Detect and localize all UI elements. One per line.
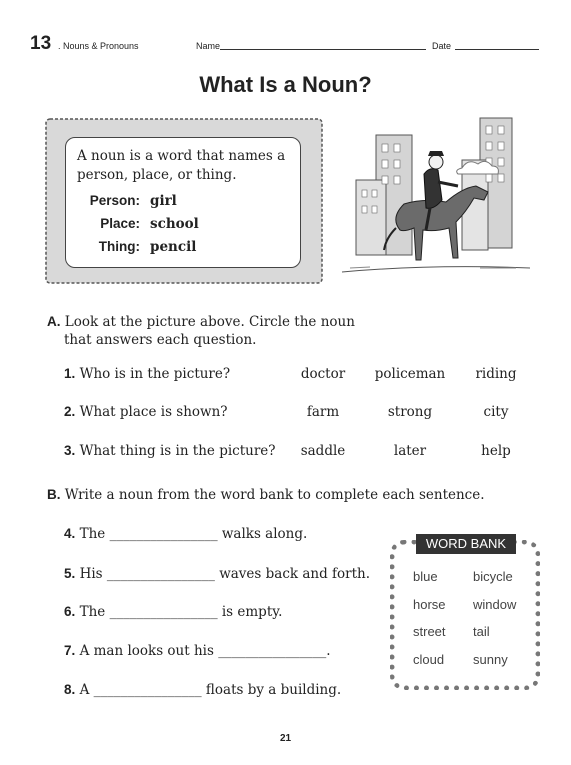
sentence-number: 7. bbox=[64, 643, 76, 658]
answer-blank[interactable]: ________________ bbox=[93, 682, 202, 698]
topic-label: . Nouns & Pronouns bbox=[58, 41, 139, 51]
option-riding[interactable]: riding bbox=[475, 366, 517, 382]
lesson-number: 13 bbox=[30, 33, 52, 54]
date-label: Date bbox=[432, 41, 452, 51]
name-label: Name bbox=[196, 41, 221, 51]
question-3 bbox=[64, 443, 276, 459]
question-text: What thing is in the picture? bbox=[79, 443, 276, 459]
word-bank-word: blue bbox=[413, 569, 438, 584]
definition-text: A noun is a word that names a person, place, or thing. bbox=[77, 148, 286, 183]
sentence-number: 8. bbox=[64, 682, 76, 697]
example-label: Place: bbox=[100, 216, 140, 231]
sentence-number: 4. bbox=[64, 526, 76, 541]
option-policeman[interactable]: policeman bbox=[374, 366, 446, 382]
section-b-instruction bbox=[47, 487, 485, 503]
word-bank-word: street bbox=[413, 624, 446, 639]
policeman-horse-illustration bbox=[340, 110, 530, 280]
word-bank-word: tail bbox=[473, 624, 490, 639]
sentence-before: A man looks out his bbox=[79, 643, 214, 659]
option-saddle[interactable]: saddle bbox=[300, 443, 346, 459]
answer-blank[interactable]: ________________ bbox=[109, 526, 218, 542]
sentence-after: walks along. bbox=[221, 526, 308, 542]
sentence-before: The bbox=[79, 526, 106, 542]
page-number: 21 bbox=[279, 733, 292, 744]
sentence-after: . bbox=[326, 643, 331, 659]
word-bank-word: bicycle bbox=[473, 569, 513, 584]
section-b-text: Write a noun from the word bank to complete each sentence. bbox=[64, 487, 485, 503]
example-label: Thing: bbox=[98, 239, 140, 254]
example-value: pencil bbox=[150, 239, 197, 255]
page-title: What Is a Noun? bbox=[199, 72, 372, 97]
sentence-7 bbox=[64, 643, 330, 659]
section-a-line1: Look at the picture above. Circle the noun bbox=[64, 314, 355, 330]
sentence-5 bbox=[64, 566, 370, 582]
section-a-letter: A. bbox=[47, 314, 61, 329]
sentence-after: waves back and forth. bbox=[219, 566, 371, 582]
option-strong[interactable]: strong bbox=[387, 404, 433, 420]
sentence-number: 5. bbox=[64, 566, 76, 581]
sentence-6 bbox=[64, 604, 282, 620]
example-label: Person: bbox=[89, 193, 140, 208]
section-a-instruction-line2: that answers each question. bbox=[64, 332, 257, 348]
option-farm[interactable]: farm bbox=[306, 404, 340, 420]
question-number: 2. bbox=[64, 404, 76, 419]
sentence-before: A bbox=[79, 682, 90, 698]
sentence-after: is empty. bbox=[221, 604, 283, 620]
question-number: 1. bbox=[64, 366, 76, 381]
sentence-number: 6. bbox=[64, 604, 76, 619]
option-later[interactable]: later bbox=[393, 443, 427, 459]
answer-blank[interactable]: ________________ bbox=[218, 643, 327, 659]
section-a-instruction bbox=[47, 314, 355, 330]
sentence-4 bbox=[64, 526, 307, 542]
question-text: What place is shown? bbox=[79, 404, 228, 420]
option-city[interactable]: city bbox=[483, 404, 509, 420]
sentence-after: floats by a building. bbox=[205, 682, 342, 698]
section-b-letter: B. bbox=[47, 487, 61, 502]
word-bank-title: WORD BANK bbox=[416, 534, 516, 554]
sentence-8 bbox=[64, 682, 341, 698]
name-field[interactable] bbox=[220, 49, 426, 50]
option-help[interactable]: help bbox=[481, 443, 511, 459]
date-field[interactable] bbox=[455, 49, 539, 50]
example-value: girl bbox=[150, 193, 177, 209]
option-doctor[interactable]: doctor bbox=[300, 366, 346, 382]
question-number: 3. bbox=[64, 443, 76, 458]
word-bank-box bbox=[390, 540, 540, 690]
question-2 bbox=[64, 404, 228, 420]
word-bank-word: cloud bbox=[413, 652, 445, 667]
sentence-before: His bbox=[79, 566, 103, 582]
word-bank-word: horse bbox=[413, 597, 446, 612]
answer-blank[interactable]: ________________ bbox=[106, 566, 215, 582]
answer-blank[interactable]: ________________ bbox=[109, 604, 218, 620]
sentence-before: The bbox=[79, 604, 106, 620]
word-bank-word: sunny bbox=[473, 652, 508, 667]
example-value: school bbox=[150, 216, 199, 232]
question-1 bbox=[64, 366, 230, 382]
word-bank-word: window bbox=[473, 597, 517, 612]
question-text: Who is in the picture? bbox=[79, 366, 231, 382]
